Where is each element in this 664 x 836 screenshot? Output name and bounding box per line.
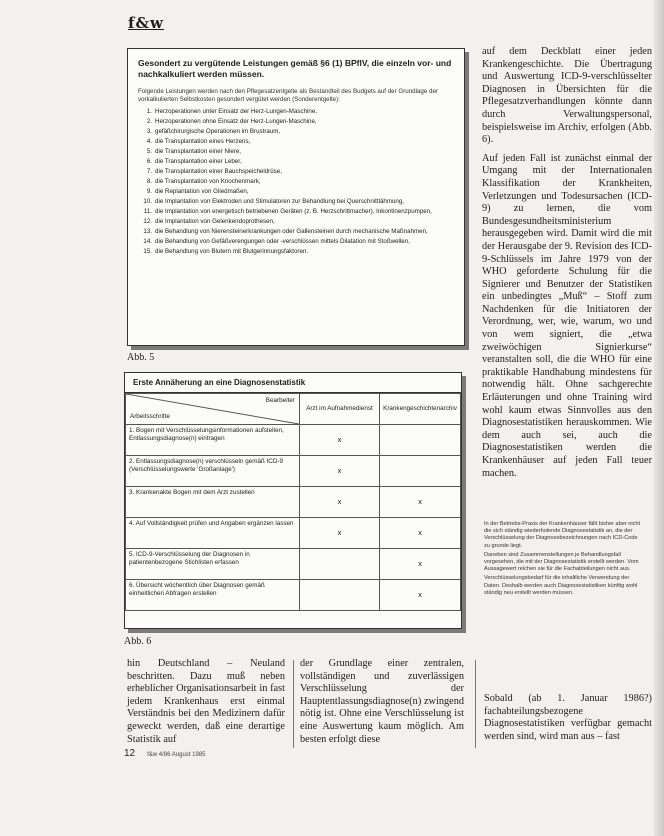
page-folio	[124, 748, 206, 759]
list-item-number: 10.	[143, 198, 152, 205]
page-number: 12	[124, 748, 136, 759]
list-item-text: Herzoperationen unter Einsatz der Herz-Lungen-Maschine,	[155, 108, 317, 115]
list-item	[138, 137, 456, 147]
list-item-text: gefäßchirurgische Operationen im Brustraum,	[155, 128, 281, 135]
footnote-paragraph: Daneben sind Zusammenstellungen je Behandlungsfall vorgesehen, die mit der Diagnosestatistik erstellt werden. Vom Aussagewert reichen sie für die Fachabteilungen nicht aus.	[484, 551, 639, 573]
list-item-text: die Transplantation einer Bauchspeicheldrüse,	[155, 168, 282, 175]
header-bearbeiter: Bearbeiter	[265, 397, 295, 404]
step-description: 6. Übersicht wöchentlich über Diagnosen gemäß einheitlichen Abfragen erstellen	[126, 580, 300, 611]
right-paragraph: Auf jeden Fall ist zunächst einmal der Umgang mit der Internationalen Klassifikation der Krankheiten, Verletzungen und Todesursachen (ICD-9) zu lernen, die vom Bundesgesundheitsministerium herausgegeben wird. Damit wird die mit der Herausgabe der 9. Revision des ICD-9-Schlüssels im Jahre 1979 von der WHO geforderte Schulung für die Signierer und Benutzer der Statistiken ein unbedingtes „Muß“ – Stoff zum Nachdenken für die Initiatoren der Verordnung, wer, wie, warum, wo und von wem signiert, die „etwa zweiwöchigen Signierkurse“ veranstalten soll, die die WHO für eine praktikable Handhabung mindestens für notwendig hält. Ohne sachgerechte Erläuterungen und ohne Training wird wohl kaum etwas Sinnvolles aus den Diagnosestatistiken herauskommen. Wie dem auch sei, auch die Diagnosestatistiken werden die Krankenhäuser auf jeden Fall teuer machen.	[482, 152, 652, 479]
sonderentgelte-list	[128, 107, 464, 257]
responsibility-mark	[299, 580, 379, 611]
table-row	[126, 425, 461, 456]
list-item-number: 11.	[143, 208, 152, 215]
footnote-box	[484, 521, 644, 599]
column-header-archiv: Krankengeschichtenarchiv	[380, 394, 461, 425]
table-row	[126, 487, 461, 518]
list-item-text: die Transplantation von Knochenmark,	[155, 178, 261, 185]
list-item-number: 4.	[146, 138, 152, 145]
responsibility-mark: x	[380, 549, 461, 580]
step-description: 4. Auf Vollständigkeit prüfen und Angaben ergänzen lassen	[126, 518, 300, 549]
table-row	[126, 456, 461, 487]
responsibility-mark: x	[380, 518, 461, 549]
list-item-text: die Transplantation einer Leber,	[155, 158, 242, 165]
diagnosis-workflow-table	[125, 393, 461, 611]
list-item	[138, 197, 456, 207]
responsibility-mark: x	[299, 425, 379, 456]
table-corner-header	[126, 394, 300, 425]
figure-6-caption: Abb. 6	[124, 636, 152, 647]
list-item-text: die Replantation von Gliedmaßen,	[155, 188, 249, 195]
figure-5-title: Gesondert zu vergütende Leistungen gemäß §6 (1) BPflV, die einzeln vor- und nachkalkuliert werden müssen.	[138, 58, 452, 79]
list-item-number: 12.	[143, 218, 152, 225]
list-item	[138, 207, 456, 217]
list-item-number: 15.	[143, 248, 152, 255]
column-rule	[475, 660, 476, 748]
list-item-text: die Behandlung von Blutern mit Blutgerinnungsfaktoren.	[155, 248, 309, 255]
footnote-paragraph: In der Betriebs-Praxis der Krankenhäuser fällt bisher aber nicht die sich ständig wiederholende Diagnosestatistik an, die der Verschlüsselung der Diagnosebezeichnungen nach ICD-Code zu grunde liegt.	[484, 521, 641, 549]
responsibility-mark	[299, 549, 379, 580]
list-item-number: 14.	[143, 238, 152, 245]
list-item-number: 9.	[146, 188, 152, 195]
figure-5-box	[127, 48, 465, 346]
step-description: 5. ICD-9-Verschlüsselung der Diagnosen in patientenbezogene Stichlisten erfassen	[126, 549, 300, 580]
list-item-text: die Behandlung von Gefäßverengungen oder -verschlüssen mittels Dilatation mit Stoßwellen,	[155, 238, 410, 245]
responsibility-mark	[380, 456, 461, 487]
figure-5-caption: Abb. 5	[127, 352, 155, 363]
figure-5-intro: Folgende Leistungen werden nach den Pflegesatzentgelte als Bestandteil des Budgets auf der Grundlage der vorkalkulierten Selbstkosten gesondert vergütet werden (Sonderentgelte):	[138, 88, 438, 103]
step-description: 1. Bogen mit Verschlüsselungsinformationen aufstellen, Entlassungsdiagnose(n) eintragen	[126, 425, 300, 456]
list-item	[138, 167, 456, 177]
list-item	[138, 217, 456, 227]
table-row	[126, 549, 461, 580]
column-header-arzt: Arzt im Aufnahmedienst	[299, 394, 379, 425]
responsibility-mark	[380, 425, 461, 456]
bottom-right-column: Sobald (ab 1. Januar 1986?) fachabteilungsbezogene Diagnosestatistiken verfügbar gemacht werden sind, wird man aus – fast	[484, 693, 652, 742]
page-edge-shadow	[654, 0, 664, 836]
list-item-number: 13.	[143, 228, 152, 235]
list-item-text: die Transplantation eines Herzens,	[155, 138, 251, 145]
list-item-text: die Behandlung von Nierensteinerkrankungen oder Gallensteinen durch mechanische Maßnahmen,	[155, 228, 428, 235]
header-arbeitsschritte: Arbeitsschritte	[130, 413, 170, 421]
responsibility-mark: x	[380, 487, 461, 518]
column-rule	[293, 660, 294, 748]
list-item-number: 1.	[146, 108, 152, 115]
footnote-paragraph: Verschlüsselungsbedarf für die inhaltliche Verwendung der Daten. Deshalb werden auch Diagnosestatistiken künftig wohl ständig neu erstellt werden müssen.	[484, 575, 638, 596]
list-item-text: die Implantation von energetisch betriebenen Geräten (z. B. Herzschrittmacher), Inkontinenzpumpen,	[155, 208, 432, 215]
journal-logo: f&w	[128, 14, 164, 32]
responsibility-mark: x	[380, 580, 461, 611]
list-item-number: 2.	[146, 118, 152, 125]
list-item	[138, 117, 456, 127]
list-item-number: 5.	[146, 148, 152, 155]
table-row	[126, 580, 461, 611]
list-item	[138, 177, 456, 187]
bottom-middle-column: der Grundlage einer zentralen, vollständigen und zuverlässigen Verschlüsselung der Hauptentlassungsdiagnose(n) zwingend nötig ist. Ohne eine Verschlüsselung ist eine Auswertung kaum möglich. Am besten erfolgt diese	[300, 658, 464, 745]
bottom-left-column: hin Deutschland – Neuland beschritten. Dazu muß neben erheblicher Organisationsarbeit in fast jedem Krankenhaus erst einmal Verständnis bei den Medizinern dafür geweckt werden, daß eine derartige Statistik auf	[127, 658, 285, 745]
list-item-text: die Transplantation einer Niere,	[155, 148, 241, 155]
list-item-number: 6.	[146, 158, 152, 165]
responsibility-mark: x	[299, 518, 379, 549]
right-column-text	[482, 46, 652, 486]
issue-label: f&w 4/86 August 1985	[147, 752, 206, 758]
list-item	[138, 227, 456, 237]
step-description: 3. Krankenakte Bogen mit dem Arzt zustellen	[126, 487, 300, 518]
list-item-number: 7.	[146, 168, 152, 175]
list-item	[138, 237, 456, 247]
list-item-number: 3.	[146, 128, 152, 135]
step-description: 2. Entlassungsdiagnose(n) verschlüsseln gemäß ICD-9 (Verschlüsselungswerte 'Großanlage')	[126, 456, 300, 487]
list-item	[138, 247, 456, 257]
list-item	[138, 147, 456, 157]
responsibility-mark: x	[299, 487, 379, 518]
list-item	[138, 107, 456, 117]
right-paragraph: auf dem Deckblatt einer jeden Krankengeschichte. Die Übertragung und Auswertung ICD-9-verschlüsselter Diagnosen in Übersichten für die Pflegesatzverhandlungen könnte dann durch Verwaltungspersonal, beispielsweise im Archiv, erfolgen (Abb. 6).	[482, 46, 652, 146]
table-row	[126, 518, 461, 549]
figure-6-title: Erste Annäherung an eine Diagnosenstatistik	[125, 373, 461, 393]
list-item-text: Herzoperationen ohne Einsatz der Herz-Lungen-Maschine,	[155, 118, 317, 125]
responsibility-mark: x	[299, 456, 379, 487]
list-item	[138, 127, 456, 137]
list-item-number: 8.	[146, 178, 152, 185]
list-item	[138, 157, 456, 167]
figure-6-box	[124, 372, 462, 629]
list-item	[138, 187, 456, 197]
list-item-text: die Implantation von Elektroden und Stimulatoren zur Behandlung bei Querschnittlähmung,	[155, 198, 405, 205]
list-item-text: die Implantation von Gelenkendoprothesen,	[155, 218, 275, 225]
